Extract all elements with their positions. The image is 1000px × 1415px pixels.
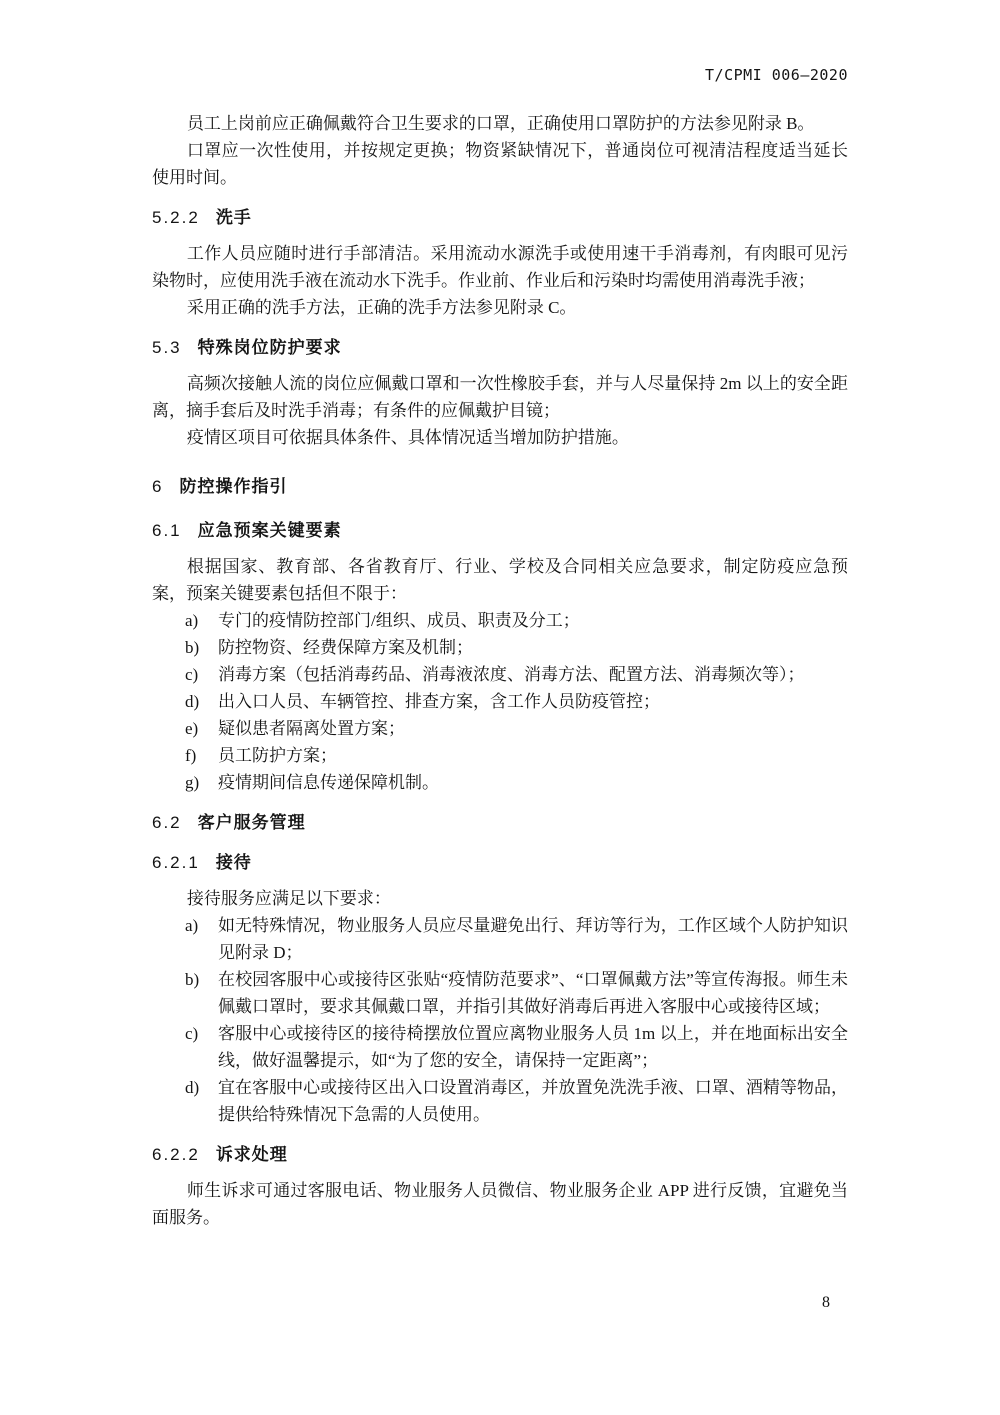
page-header: [152, 66, 848, 84]
list-item: [152, 966, 848, 1020]
section-title: 诉求处理: [215, 1145, 288, 1164]
paragraph-epidemic-area: 疫情区项目可依据具体条件、具体情况适当增加防护措施。: [186, 428, 629, 447]
list-item: [152, 715, 848, 742]
list-marker: b): [185, 638, 200, 657]
list-item: [152, 742, 848, 769]
list-item-text: 消毒方案（包括消毒药品、消毒液浓度、消毒方法、配置方法、消毒频次等）；: [218, 665, 805, 684]
paragraph-mask-replacement: 口罩应一次性使用，并按规定更换；物资紧缺情况下，普通岗位可视清洁程度适当延长使用时间。: [152, 141, 848, 187]
section-heading-5-3: [152, 334, 848, 361]
section-heading-6-1: [152, 517, 848, 544]
list-marker: a): [185, 611, 199, 630]
paragraph-reception-intro: 接待服务应满足以下要求：: [186, 889, 391, 908]
list-item-text: 防控物资、经费保障方案及机制；: [218, 638, 473, 657]
list-marker: b): [185, 970, 200, 989]
list-item-text: 客服中心或接待区的接待椅摆放位置应离物业服务人员 1m 以上，并在地面标出安全线，做好温馨提示，如“为了您的安全，请保持一定距离”；: [218, 1024, 848, 1070]
section-number: 5.2.2: [152, 208, 200, 227]
list-item-text: 出入口人员、车辆管控、排查方案，含工作人员防疫管控；: [218, 692, 660, 711]
list-item-text: 如无特殊情况，物业服务人员应尽量避免出行、拜访等行为，工作区域个人防护知识见附录 D；: [218, 916, 848, 962]
section-title: 接待: [215, 853, 252, 872]
list-item: [152, 769, 848, 796]
list-item-text: 专门的疫情防控部门/组织、成员、职责及分工；: [218, 611, 580, 630]
list-item: [152, 1074, 848, 1128]
section-number: 6.2.2: [152, 1145, 200, 1164]
list-item: [152, 1020, 848, 1074]
section-number: 5.3: [152, 338, 182, 357]
list-item: [152, 607, 848, 634]
paragraph-hand-washing: 工作人员应随时进行手部清洁。采用流动水源洗手或使用速干手消毒剂，有肉眼可见污染物时，应使用洗手液在流动水下洗手。作业前、作业后和污染时均需使用消毒洗手液；: [152, 244, 848, 290]
section-heading-6-2-1: [152, 849, 848, 876]
section-title: 应急预案关键要素: [197, 521, 342, 540]
emergency-plan-list: [152, 607, 848, 796]
section-title: 防控操作指引: [179, 477, 288, 496]
list-marker: d): [185, 1078, 200, 1097]
section-number: 6.2.1: [152, 853, 200, 872]
list-marker: c): [185, 1024, 199, 1043]
list-item: [152, 661, 848, 688]
section-title: 特殊岗位防护要求: [197, 338, 342, 357]
list-item-text: 疫情期间信息传递保障机制。: [218, 773, 439, 792]
section-heading-6-2: [152, 809, 848, 836]
page-number: 8: [822, 1294, 830, 1311]
paragraph-hand-washing-method: 采用正确的洗手方法，正确的洗手方法参见附录 C。: [186, 298, 577, 317]
section-title: 洗手: [215, 208, 252, 227]
list-marker: f): [185, 746, 197, 765]
section-number: 6.1: [152, 521, 182, 540]
paragraph-emergency-plan-intro: 根据国家、教育部、各省教育厅、行业、学校及合同相关应急要求，制定防疫应急预案，预案关键要素包括但不限于：: [152, 557, 848, 603]
paragraph-special-posts: 高频次接触人流的岗位应佩戴口罩和一次性橡胶手套，并与人尽量保持 2m 以上的安全距离，摘手套后及时洗手消毒；有条件的应佩戴护目镜；: [152, 374, 848, 420]
list-item-text: 在校园客服中心或接待区张贴“疫情防范要求”、“口罩佩戴方法”等宣传海报。师生未佩戴口罩时，要求其佩戴口罩，并指引其做好消毒后再进入客服中心或接待区域；: [218, 970, 848, 1016]
section-number: 6.2: [152, 813, 182, 832]
document-code: T/CPMI 006—2020: [705, 66, 848, 84]
list-marker: g): [185, 773, 200, 792]
list-item: [152, 634, 848, 661]
section-heading-6-2-2: [152, 1141, 848, 1168]
section-heading-6: [152, 473, 848, 500]
list-marker: e): [185, 719, 199, 738]
list-item-text: 疑似患者隔离处置方案；: [218, 719, 405, 738]
list-item-text: 宜在客服中心或接待区出入口设置消毒区，并放置免洗洗手液、口罩、酒精等物品，提供给特殊情况下急需的人员使用。: [218, 1078, 848, 1124]
list-marker: c): [185, 665, 199, 684]
document-body: [152, 110, 848, 1231]
section-number: 6: [152, 477, 164, 496]
list-item-text: 员工防护方案；: [218, 746, 337, 765]
section-heading-5-2-2: [152, 204, 848, 231]
list-item: [152, 688, 848, 715]
paragraph-complaint-handling: 师生诉求可通过客服电话、物业服务人员微信、物业服务企业 APP 进行反馈，宜避免当面服务。: [152, 1181, 848, 1227]
reception-requirements-list: [152, 912, 848, 1128]
list-marker: d): [185, 692, 200, 711]
paragraph-mask-wearing: 员工上岗前应正确佩戴符合卫生要求的口罩，正确使用口罩防护的方法参见附录 B。: [186, 114, 815, 133]
list-item: [152, 912, 848, 966]
list-marker: a): [185, 916, 199, 935]
section-title: 客户服务管理: [197, 813, 306, 832]
